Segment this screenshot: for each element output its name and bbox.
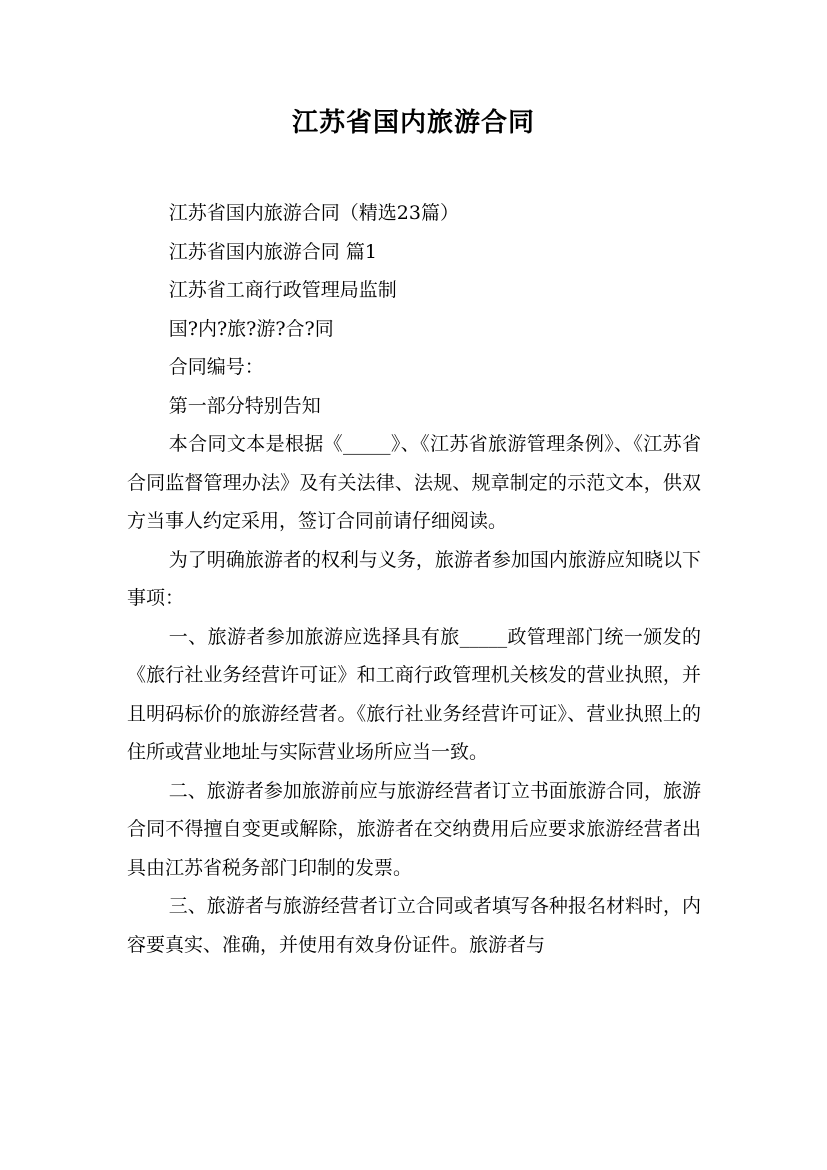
document-body [127, 194, 701, 964]
paragraph-supervisor: 江苏省工商行政管理局监制 [168, 279, 397, 301]
paragraph-item-2: 二、旅游者参加旅游前应与旅游经营者订立书面旅游合同，旅游合同不得擅自变更或解除，旅游者在交纳费用后应要求旅游经营者出具由江苏省税务部门印制的发票。 [127, 779, 701, 879]
document-title: 江苏省国内旅游合同 [291, 108, 535, 138]
paragraph-part-one-heading: 第一部分特别告知 [168, 394, 321, 417]
paragraph-contract-number: 合同编号： [168, 356, 264, 378]
paragraph-chapter-heading: 江苏省国内旅游合同 篇1 [168, 240, 377, 263]
paragraph-contract-name: 国?内?旅?游?合?同 [168, 317, 334, 340]
paragraph-intro: 本合同文本是根据《_____》、《江苏省旅游管理条例》、《江苏省合同监督管理办法》及有关法律、法规、规章制定的示范文本，供双方当事人约定采用，签订合同前请仔细阅读。 [127, 433, 701, 532]
paragraph-item-3: 三、旅游者与旅游经营者订立合同或者填写各种报名材料时，内容要真实、准确，并使用有效身份证件。旅游者与 [127, 895, 701, 956]
paragraph-subtitle: 江苏省国内旅游合同（精选23篇） [168, 202, 459, 224]
paragraph-notice: 为了明确旅游者的权利与义务，旅游者参加国内旅游应知晓以下事项： [127, 548, 701, 609]
paragraph-item-1: 一、旅游者参加旅游应选择具有旅_____政管理部门统一颁发的《旅行社业务经营许可证》和工商行政管理机关核发的营业执照，并且明码标价的旅游经营者。《旅行社业务经营许可证》、营业执照上的住所或营业地址与实际营业场所应当一致。 [127, 625, 701, 763]
